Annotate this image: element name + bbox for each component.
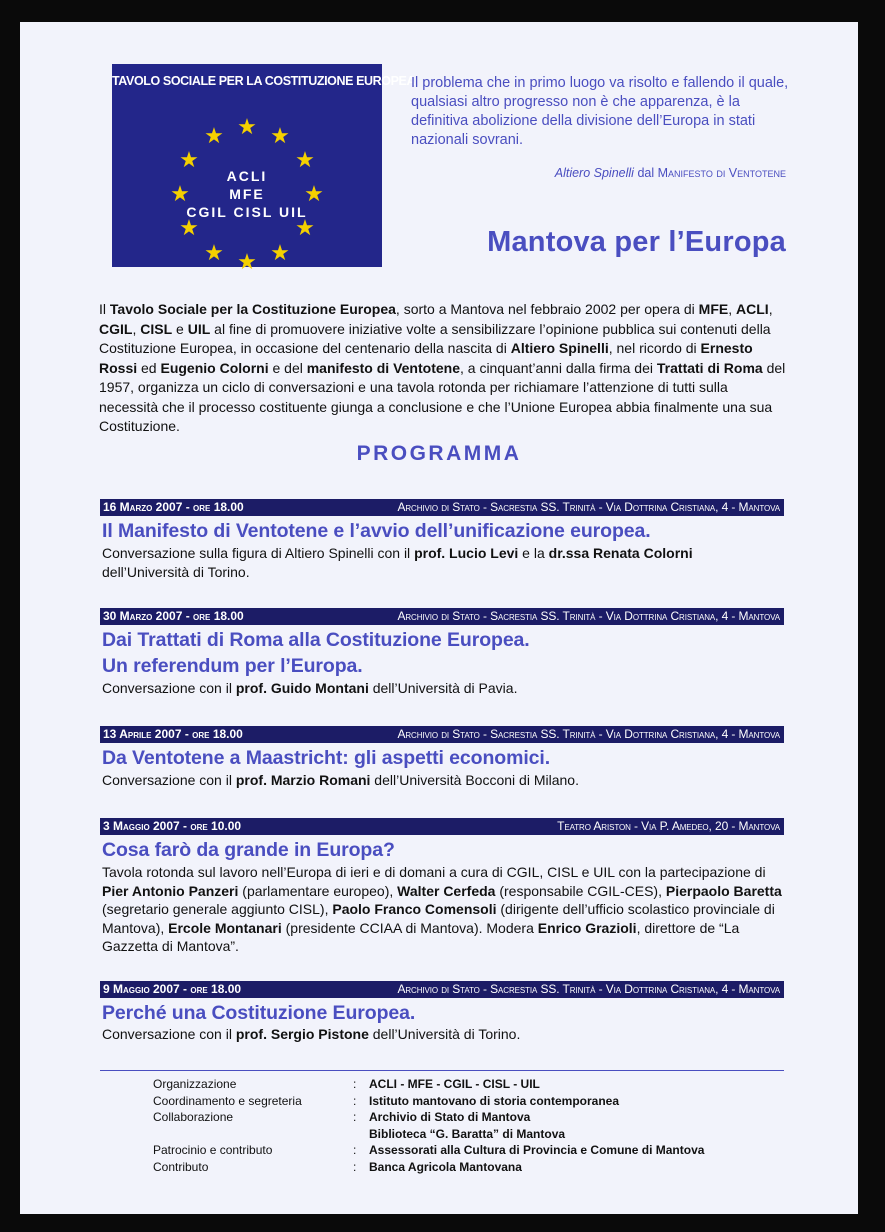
event-place: Archivio di Stato - Sacrestia SS. Trinità - Via Dottrina Cristiana, 4 - Mantova [397, 500, 780, 514]
event-place: Teatro Ariston - Via P. Amedeo, 20 - Mantova [557, 819, 780, 833]
star-icon: ★ [179, 147, 199, 172]
footer-divider [100, 1070, 784, 1071]
event-place: Archivio di Stato - Sacrestia SS. Trinità - Via Dottrina Cristiana, 4 - Mantova [397, 727, 780, 741]
flag-line-mfe: MFE [229, 186, 265, 202]
quote-connector: dal [637, 166, 655, 180]
event-2-desc: Conversazione con il prof. Guido Montani dell’Università di Pavia. [102, 680, 518, 696]
event-2-bar [100, 608, 784, 625]
star-icon: ★ [295, 147, 315, 172]
event-date: 30 Marzo 2007 - ore 18.00 [103, 609, 244, 623]
flag-title: TAVOLO SOCIALE PER LA COSTITUZIONE EUROPEA [112, 74, 416, 88]
credit-row: Organizzazione : ACLI - MFE - CGIL - CISL - UIL [153, 1077, 540, 1091]
event-5-title: Perché una Costituzione Europea. [102, 1002, 416, 1024]
poster-sheet [20, 22, 858, 1214]
event-place: Archivio di Stato - Sacrestia SS. Trinità - Via Dottrina Cristiana, 4 - Mantova [397, 609, 780, 623]
flag-line-unions: CGIL CISL UIL [186, 204, 308, 220]
star-icon: ★ [237, 114, 257, 139]
programma-heading: PROGRAMMA [356, 442, 522, 465]
quote-source-title: Manifesto di Ventotene [657, 166, 786, 180]
event-3-title: Da Ventotene a Maastricht: gli aspetti economici. [102, 747, 551, 769]
event-date: 13 Aprile 2007 - ore 18.00 [103, 727, 243, 741]
event-3-bar [100, 726, 784, 743]
flag-line-acli: ACLI [226, 168, 268, 184]
event-4-title: Cosa farò da grande in Europa? [102, 839, 395, 861]
spinelli-quote: Il problema che in primo luogo va risolto e fallendo il quale, qualsiasi altro progresso non è che apparenza, è la definitiva abolizione della divisione dell’Europa in stati nazionali sovrani. [411, 75, 789, 148]
star-icon: ★ [170, 181, 190, 206]
event-1-bar [100, 499, 784, 516]
credit-row: Coordinamento e segreteria : Istituto mantovano di storia contemporanea [153, 1093, 620, 1108]
event-date: 16 Marzo 2007 - ore 18.00 [103, 500, 244, 514]
credits-block [153, 1076, 803, 1175]
event-date: 3 Maggio 2007 - ore 10.00 [103, 819, 242, 833]
event-4-bar [100, 818, 784, 835]
quote-source [411, 166, 786, 180]
credit-row: Biblioteca “G. Baratta” di Mantova [369, 1126, 566, 1141]
intro-paragraph: Il Tavolo Sociale per la Costituzione Europea, sorto a Mantova nel febbraio 2002 per opera di MFE, ACLI, CGIL, CISL e UIL al fine di promuovere iniziative volte a sensibilizzare l’opinione pubblica sui contenuti della Costituzione Europea, in occasione del centenario della nascita di Altiero Spinelli, nel ricordo di Ernesto Rossi ed Eugenio Colorni e del manifesto di Ventotene, a cinquant’anni dalla firma dei Trattati di Roma del 1957, organizza un ciclo di conversazioni e una tavola rotonda per richiamare l’attenzione di tutti sulla necessità che il processo costituente giunga a conclusione e che l’Unione Europea abbia finalmente una sua Costituzione. [99, 301, 786, 434]
event-1-desc: Conversazione sulla figura di Altiero Spinelli con il prof. Lucio Levi e la dr.ssa Renata Colorni dell’Università di Torino. [102, 545, 693, 580]
star-icon: ★ [270, 123, 290, 148]
event-5-desc: Conversazione con il prof. Sergio Pistone dell’Università di Torino. [102, 1026, 521, 1042]
event-3-desc: Conversazione con il prof. Marzio Romani dell’Università Bocconi di Milano. [102, 772, 579, 788]
event-date: 9 Maggio 2007 - ore 18.00 [103, 982, 242, 996]
event-1-title: Il Manifesto di Ventotene e l’avvio dell’unificazione europea. [102, 520, 651, 542]
event-4-desc: Tavola rotonda sul lavoro nell’Europa di ieri e di domani a cura di CGIL, CISL e UIL con la partecipazione di Pier Antonio Panzeri (parlamentare europeo), Walter Cerfeda (responsabile CGIL-CES), Pierpaolo Baretta (segretario generale aggiunto CISL), Paolo Franco Comensoli (dirigente dell’ufficio scolastico provinciale di Mantova), Ercole Montanari (presidente CCIAA di Mantova). Modera Enrico Grazioli, direttore de “La Gazzetta di Mantova”. [102, 864, 782, 954]
event-place: Archivio di Stato - Sacrestia SS. Trinità - Via Dottrina Cristiana, 4 - Mantova [397, 982, 780, 996]
event-2-title: Dai Trattati di Roma alla Costituzione Europea. [102, 629, 530, 651]
star-icon: ★ [270, 240, 290, 265]
quote-author: Altiero Spinelli [554, 166, 634, 180]
star-icon: ★ [304, 181, 324, 206]
credit-row: Collaborazione : Archivio di Stato di Mantova [153, 1110, 531, 1124]
eu-flag-logo [112, 64, 416, 274]
credit-row: Contributo : Banca Agricola Mantovana [153, 1159, 522, 1174]
event-2-subtitle: Un referendum per l’Europa. [102, 655, 363, 677]
star-icon: ★ [204, 123, 224, 148]
star-icon: ★ [237, 249, 257, 274]
star-icon: ★ [295, 215, 315, 240]
main-title: Mantova per l’Europa [487, 226, 786, 258]
star-icon: ★ [179, 215, 199, 240]
credit-row: Patrocinio e contributo : Assessorati alla Cultura di Provincia e Comune di Mantova [153, 1143, 705, 1157]
event-5-bar [100, 981, 784, 998]
star-icon: ★ [204, 240, 224, 265]
